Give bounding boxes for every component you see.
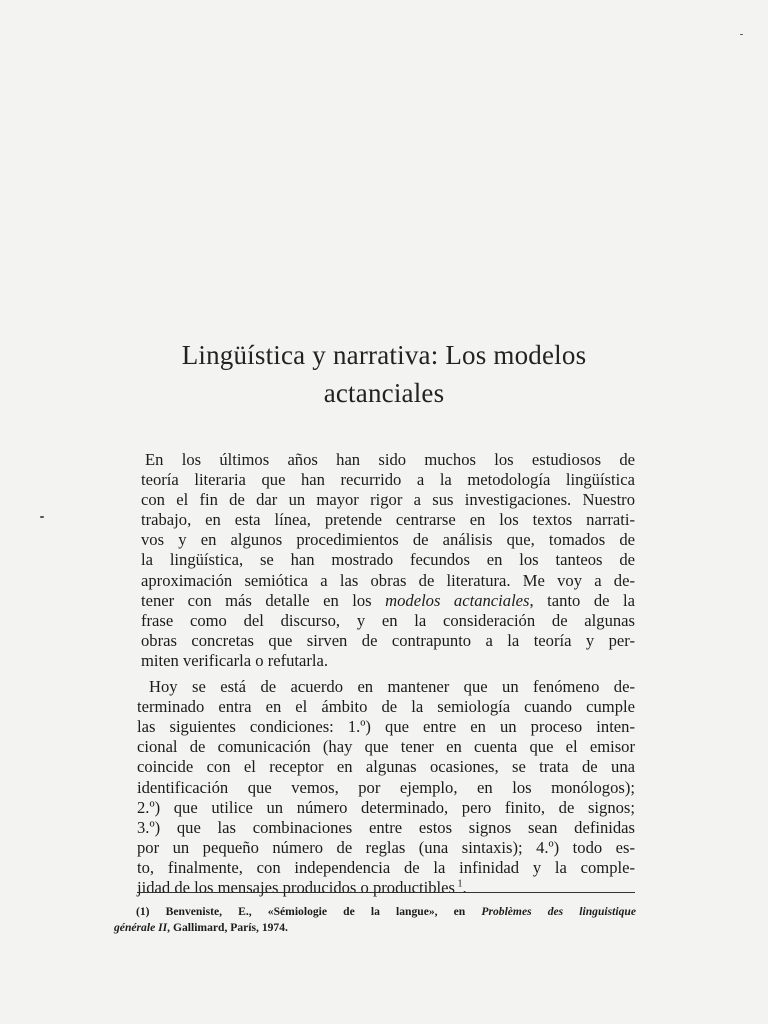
scan-speck [40,516,44,518]
text-line: coincide con el receptor en algunas ocasiones, se trata de una [137,757,635,777]
text-line: Hoy se está de acuerdo en mantener que un fenómeno de- [149,677,635,697]
text-line: la lingüística, se han mostrado fecundos en los tanteos de [141,550,635,570]
text-line: teoría literaria que han recurrido a la metodología lingüística [141,470,635,490]
text-line: terminado entra en el ámbito de la semiología cuando cumple [137,697,635,717]
footnote-work-title-cont: générale II [114,921,168,934]
footnote-marker: (1) [136,905,150,918]
chapter-title [100,336,668,412]
text-line: trabajo, en esta línea, pretende centrarse en los textos narrati- [141,510,635,530]
sentence-end: . [462,877,467,897]
chapter-title-line-1: Lingüística y narrativa: Los modelos [181,340,587,370]
footnote-line-1 [114,904,636,920]
text-line: 2.º) que utilice un número determinado, pero finito, de signos; [137,797,635,817]
footnote-text: Benveniste, E., «Sémiologie de la langue», en [165,905,466,918]
footnote-reference[interactable]: 1 [455,878,463,890]
text-line: identificación que vemos, por ejemplo, en los monólogos); [137,777,635,797]
text-line: to, finalmente, con independencia de la infinidad y la comple- [137,857,635,877]
text-line: obras concretas que sirven de contrapunto a la teoría y per- [141,630,635,650]
text-line: con el fin de dar un mayor rigor a sus investigaciones. Nuestro [141,490,635,510]
text-line: En los últimos años han sido muchos los estudiosos de [145,450,635,469]
text-line: vos y en algunos procedimientos de análisis que, tomados de [141,530,635,550]
paragraph-1 [137,450,635,671]
footnote-publisher: , Gallimard, París, 1974. [167,921,288,934]
text-line: jidad de los mensajes producidos o productibles $^1$. [137,877,467,897]
text-line: frase como del discurso, y en la consideración de algunas [141,610,635,630]
text-line: cional de comunicación (hay que tener en cuenta que el emisor [137,737,635,757]
text-line: miten verificarla o refutarla. [141,650,329,670]
scan-speck [740,34,743,35]
footnote [114,904,636,936]
text-line: aproximación semiótica a las obras de literatura. Me voy a de- [141,570,635,590]
emphasis-text: modelos actanciales [385,590,530,610]
text-line: por un pequeño número de reglas (una sintaxis); 4.º) todo es- [137,837,635,857]
chapter-title-line-2: actanciales [323,378,445,408]
footnote-rule [137,892,635,893]
text-line: 3.º) que las combinaciones entre estos signos sean definidas [137,817,635,837]
footnote-line-2 [114,920,636,936]
body-text [137,450,635,898]
footnote-work-title: Problèmes des linguistique [481,905,636,918]
text-line: tener con más detalle en los modelos actanciales, tanto de la [141,590,635,610]
paragraph-2 [137,677,635,898]
text-line: las siguientes condiciones: 1.º) que entre en un proceso inten- [137,717,635,737]
